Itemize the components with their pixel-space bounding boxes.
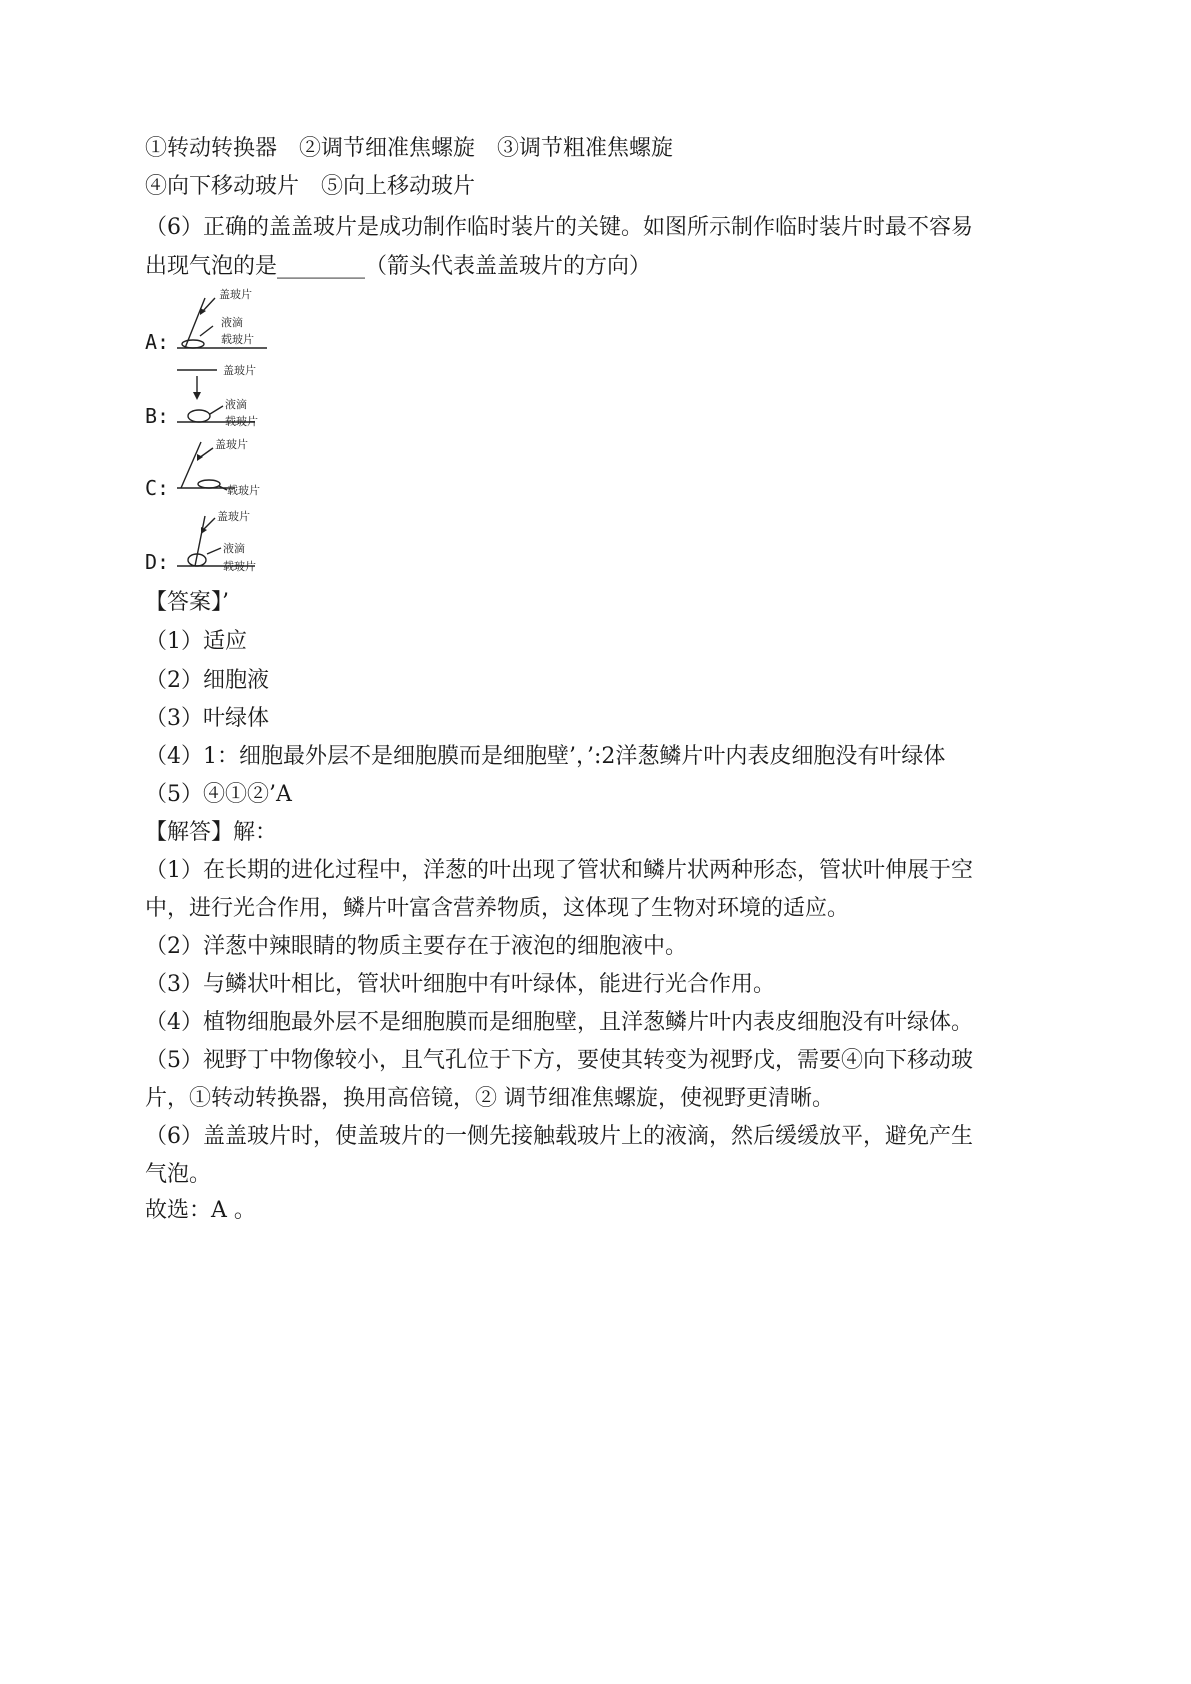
answer-item: （2）细胞液 bbox=[145, 668, 269, 693]
solution-line: （1）在长期的进化过程中，洋葱的叶出现了管状和鳞片状两种形态，管状叶伸展于空 bbox=[145, 858, 973, 883]
answer-item: （4）1：细胞最外层不是细胞膜而是细胞壁’，’:2洋葱鳞片叶内表皮细胞没有叶绿体 bbox=[145, 744, 946, 769]
option-a-diagram bbox=[175, 288, 285, 358]
cover-slip-label: 盖玻片 bbox=[217, 510, 250, 523]
solution-line: 气泡。 bbox=[145, 1162, 212, 1187]
option-d-label: D: bbox=[145, 550, 170, 574]
slide-label: 载玻片 bbox=[223, 560, 256, 573]
option-b-label: B: bbox=[145, 404, 170, 428]
liquid-drop bbox=[188, 410, 210, 422]
arrow-down-icon bbox=[193, 392, 201, 400]
solution-heading: 【解答】解： bbox=[145, 820, 278, 845]
slide-label: 载玻片 bbox=[227, 484, 260, 497]
steps-line-1: ①转动转换器 ②调节细准焦螺旋 ③调节粗准焦螺旋 bbox=[145, 136, 674, 161]
drop-label: 液滴 bbox=[221, 316, 243, 329]
answer-item: （3）叶绿体 bbox=[145, 706, 269, 731]
slide-label: 载玻片 bbox=[221, 333, 254, 346]
option-c-diagram bbox=[175, 436, 285, 506]
solution-line: 片，①转动转换器，换用高倍镜，② 调节细准焦螺旋，使视野更清晰。 bbox=[145, 1086, 834, 1111]
slide-label: 载玻片 bbox=[225, 415, 258, 428]
solution-line: （3）与鳞状叶相比，管状叶细胞中有叶绿体，能进行光合作用。 bbox=[145, 972, 775, 997]
solution-line: （4）植物细胞最外层不是细胞膜而是细胞壁，且洋葱鳞片叶内表皮细胞没有叶绿体。 bbox=[145, 1010, 973, 1035]
cover-slip-label: 盖玻片 bbox=[215, 438, 248, 451]
cover-slip-line bbox=[181, 442, 201, 488]
cover-slip-label: 盖玻片 bbox=[219, 288, 252, 301]
option-b-diagram bbox=[175, 360, 285, 432]
steps-line-2: ④向下移动玻片 ⑤向上移动玻片 bbox=[145, 174, 476, 199]
solution-line: （5）视野丁中物像较小，且气孔位于下方，要使其转变为视野戊，需要④向下移动玻 bbox=[145, 1048, 973, 1073]
option-c-label: C: bbox=[145, 476, 170, 500]
solution-line: （6）盖盖玻片时，使盖玻片的一侧先接触载玻片上的液滴，然后缓缓放平，避免产生 bbox=[145, 1124, 973, 1149]
cover-slip-label: 盖玻片 bbox=[223, 364, 256, 377]
solution-line: （2）洋葱中辣眼睛的物质主要存在于液泡的细胞液中。 bbox=[145, 934, 687, 959]
question-6-line-2: 出现气泡的是________（箭头代表盖盖玻片的方向） bbox=[145, 254, 652, 279]
answer-item: （1）适应 bbox=[145, 629, 247, 654]
drop-label: 液滴 bbox=[225, 398, 247, 411]
solution-line: 中，进行光合作用，鳞片叶富含营养物质，这体现了生物对环境的适应。 bbox=[145, 896, 850, 921]
option-d-diagram bbox=[175, 508, 285, 580]
drop-label: 液滴 bbox=[223, 542, 245, 555]
liquid-drop bbox=[182, 340, 204, 348]
solution-conclusion: 故选：A 。 bbox=[145, 1198, 256, 1223]
answer-heading: 【答案】’ bbox=[145, 590, 229, 615]
answer-item: （5）④①②’A bbox=[145, 782, 292, 807]
option-a-label: A: bbox=[145, 330, 170, 354]
liquid-drop bbox=[198, 480, 220, 488]
cover-slip-line bbox=[195, 516, 205, 566]
question-6-line-1: （6）正确的盖盖玻片是成功制作临时装片的关键。如图所示制作临时装片时最不容易 bbox=[145, 215, 973, 240]
